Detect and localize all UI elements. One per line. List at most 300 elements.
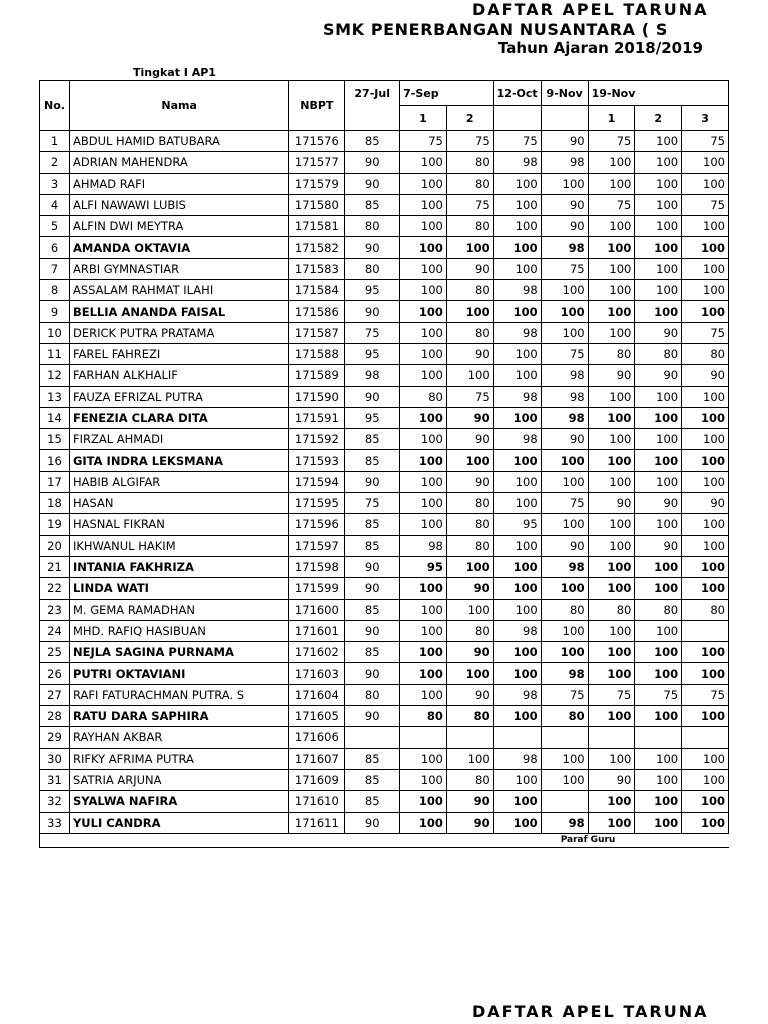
student-name-cell: AHMAD RAFI: [69, 173, 288, 194]
score-cell: 100: [541, 578, 588, 599]
row-number-cell: 20: [40, 535, 70, 556]
score-cell: 100: [635, 812, 682, 833]
score-cell: 80: [588, 599, 635, 620]
row-number-cell: 17: [40, 471, 70, 492]
score-cell: 100: [493, 301, 541, 322]
score-cell: 95: [345, 343, 400, 364]
score-cell: 100: [635, 791, 682, 812]
nbpt-cell: 171604: [289, 684, 345, 705]
student-name-cell: FARHAN ALKHALIF: [69, 365, 288, 386]
score-cell: 75: [345, 322, 400, 343]
score-cell: 80: [446, 620, 493, 641]
score-cell: 100: [541, 280, 588, 301]
score-cell: 100: [493, 493, 541, 514]
table-row: [40, 322, 729, 343]
score-cell: 95: [345, 407, 400, 428]
nbpt-cell: 171602: [289, 642, 345, 663]
score-cell: 80: [541, 706, 588, 727]
score-cell: 98: [400, 535, 447, 556]
table-row: [40, 706, 729, 727]
score-cell: 100: [682, 152, 729, 173]
score-cell: 100: [588, 258, 635, 279]
score-cell: 75: [446, 131, 493, 152]
score-cell: 100: [400, 216, 447, 237]
score-cell: 98: [493, 684, 541, 705]
score-cell: 100: [400, 301, 447, 322]
score-cell: 100: [682, 514, 729, 535]
table-row: [40, 663, 729, 684]
score-cell: 100: [400, 280, 447, 301]
score-cell: 98: [541, 237, 588, 258]
score-cell: 100: [588, 407, 635, 428]
score-cell: 100: [682, 578, 729, 599]
score-cell: 90: [541, 535, 588, 556]
score-cell: 80: [541, 599, 588, 620]
row-number-cell: 7: [40, 258, 70, 279]
student-name-cell: ASSALAM RAHMAT ILAHI: [69, 280, 288, 301]
row-number-cell: 9: [40, 301, 70, 322]
table-row: [40, 514, 729, 535]
score-cell: 90: [541, 131, 588, 152]
score-cell: 90: [345, 578, 400, 599]
score-cell: 98: [493, 386, 541, 407]
col-subheader-oct: [493, 106, 541, 131]
col-subheader-nov-3: 3: [682, 106, 729, 131]
score-cell: 85: [345, 748, 400, 769]
row-number-cell: 11: [40, 343, 70, 364]
score-cell: 100: [682, 706, 729, 727]
score-cell: 90: [635, 535, 682, 556]
score-cell: 75: [588, 684, 635, 705]
score-cell: 80: [446, 173, 493, 194]
student-name-cell: RATU DARA SAPHIRA: [69, 706, 288, 727]
score-cell: 80: [446, 706, 493, 727]
nbpt-cell: 171611: [289, 812, 345, 833]
score-cell: 100: [400, 748, 447, 769]
student-name-cell: RAYHAN AKBAR: [69, 727, 288, 748]
row-number-cell: 14: [40, 407, 70, 428]
score-cell: 100: [635, 450, 682, 471]
score-cell: 100: [493, 556, 541, 577]
score-cell: 90: [345, 301, 400, 322]
student-name-cell: ARBI GYMNASTIAR: [69, 258, 288, 279]
score-cell: 100: [541, 471, 588, 492]
score-cell: 90: [345, 471, 400, 492]
score-cell: 100: [635, 386, 682, 407]
score-cell: 90: [446, 578, 493, 599]
score-cell: 100: [400, 812, 447, 833]
row-number-cell: 12: [40, 365, 70, 386]
score-cell: 80: [446, 514, 493, 535]
score-cell: 100: [400, 258, 447, 279]
score-cell: 90: [541, 194, 588, 215]
nbpt-cell: 171596: [289, 514, 345, 535]
score-cell: 80: [446, 493, 493, 514]
student-name-cell: ADRIAN MAHENDRA: [69, 152, 288, 173]
table-row: [40, 216, 729, 237]
score-cell: 100: [493, 237, 541, 258]
student-name-cell: IKHWANUL HAKIM: [69, 535, 288, 556]
score-cell: 100: [635, 131, 682, 152]
score-cell: [400, 727, 447, 748]
score-cell: 100: [400, 514, 447, 535]
score-cell: 100: [400, 237, 447, 258]
nbpt-cell: 171595: [289, 493, 345, 514]
score-cell: 100: [400, 578, 447, 599]
table-row: [40, 429, 729, 450]
score-cell: [682, 727, 729, 748]
score-cell: 100: [682, 407, 729, 428]
nbpt-cell: 171594: [289, 471, 345, 492]
student-name-cell: FENEZIA CLARA DITA: [69, 407, 288, 428]
score-cell: 75: [541, 684, 588, 705]
score-cell: 100: [635, 578, 682, 599]
score-cell: 80: [446, 322, 493, 343]
score-cell: 100: [493, 173, 541, 194]
score-cell: 100: [682, 173, 729, 194]
score-cell: 100: [588, 812, 635, 833]
score-cell: 100: [682, 812, 729, 833]
row-number-cell: 22: [40, 578, 70, 599]
score-cell: 100: [541, 769, 588, 790]
nbpt-cell: 171609: [289, 769, 345, 790]
score-cell: 75: [635, 684, 682, 705]
score-cell: 90: [635, 493, 682, 514]
score-cell: 90: [635, 365, 682, 386]
nbpt-cell: 171607: [289, 748, 345, 769]
nbpt-cell: 171582: [289, 237, 345, 258]
table-row: [40, 812, 729, 833]
table-row: [40, 365, 729, 386]
score-cell: 100: [588, 301, 635, 322]
score-cell: 100: [493, 216, 541, 237]
row-number-cell: 25: [40, 642, 70, 663]
score-cell: 100: [588, 216, 635, 237]
table-row: [40, 791, 729, 812]
table-row: [40, 237, 729, 258]
score-cell: 100: [588, 620, 635, 641]
table-row: [40, 684, 729, 705]
score-cell: 100: [635, 429, 682, 450]
score-cell: 90: [635, 322, 682, 343]
row-number-cell: 26: [40, 663, 70, 684]
table-row: [40, 280, 729, 301]
nbpt-cell: 171592: [289, 429, 345, 450]
nbpt-cell: 171600: [289, 599, 345, 620]
score-cell: 100: [493, 450, 541, 471]
score-cell: 98: [345, 365, 400, 386]
score-cell: 98: [541, 663, 588, 684]
score-cell: 98: [541, 407, 588, 428]
score-cell: 100: [588, 535, 635, 556]
score-cell: 75: [541, 493, 588, 514]
table-row: [40, 748, 729, 769]
score-cell: 90: [446, 471, 493, 492]
score-cell: 85: [345, 450, 400, 471]
col-header-19-nov: 19-Nov: [588, 81, 728, 106]
score-cell: 90: [345, 812, 400, 833]
nbpt-cell: 171577: [289, 152, 345, 173]
nbpt-cell: 171580: [289, 194, 345, 215]
row-number-cell: 29: [40, 727, 70, 748]
table-row: [40, 642, 729, 663]
score-cell: 80: [446, 280, 493, 301]
score-cell: 90: [446, 812, 493, 833]
score-cell: 95: [345, 280, 400, 301]
score-cell: 90: [345, 386, 400, 407]
score-cell: 100: [635, 663, 682, 684]
score-cell: 100: [493, 258, 541, 279]
score-cell: 75: [400, 131, 447, 152]
row-number-cell: 32: [40, 791, 70, 812]
score-cell: [446, 727, 493, 748]
score-cell: 100: [541, 642, 588, 663]
score-cell: 80: [682, 343, 729, 364]
student-name-cell: FIRZAL AHMADI: [69, 429, 288, 450]
score-cell: 100: [588, 663, 635, 684]
score-cell: 100: [493, 535, 541, 556]
score-cell: 100: [635, 556, 682, 577]
score-cell: 100: [682, 216, 729, 237]
score-cell: [635, 727, 682, 748]
score-cell: 100: [493, 812, 541, 833]
score-cell: 100: [541, 301, 588, 322]
table-row: [40, 620, 729, 641]
row-number-cell: 31: [40, 769, 70, 790]
score-cell: 100: [541, 620, 588, 641]
col-subheader-sep-1: 1: [400, 106, 447, 131]
score-cell: 100: [588, 173, 635, 194]
row-number-cell: 18: [40, 493, 70, 514]
score-cell: 100: [493, 365, 541, 386]
table-row: [40, 599, 729, 620]
student-name-cell: FAUZA EFRIZAL PUTRA: [69, 386, 288, 407]
nbpt-cell: 171591: [289, 407, 345, 428]
col-header-12-oct: 12-Oct: [493, 81, 541, 106]
score-cell: 75: [588, 194, 635, 215]
score-cell: 100: [588, 450, 635, 471]
score-cell: 100: [400, 407, 447, 428]
score-cell: 98: [493, 620, 541, 641]
nbpt-cell: 171590: [289, 386, 345, 407]
score-cell: 100: [493, 343, 541, 364]
score-cell: 90: [446, 258, 493, 279]
score-cell: 90: [345, 706, 400, 727]
score-cell: 100: [400, 599, 447, 620]
table-row: [40, 535, 729, 556]
nbpt-cell: 171606: [289, 727, 345, 748]
score-cell: 80: [446, 535, 493, 556]
score-cell: 100: [682, 748, 729, 769]
score-cell: [682, 620, 729, 641]
academic-year: Tahun Ajaran 2018/2019: [498, 39, 703, 57]
student-name-cell: AMANDA OKTAVIA: [69, 237, 288, 258]
score-cell: 95: [400, 556, 447, 577]
score-cell: [493, 727, 541, 748]
score-cell: 90: [446, 407, 493, 428]
score-cell: 100: [446, 748, 493, 769]
student-name-cell: HABIB ALGIFAR: [69, 471, 288, 492]
table-row: [40, 386, 729, 407]
score-cell: 100: [588, 429, 635, 450]
score-cell: 80: [345, 216, 400, 237]
table-row: [40, 258, 729, 279]
nbpt-cell: 171579: [289, 173, 345, 194]
score-cell: 90: [541, 216, 588, 237]
student-name-cell: M. GEMA RAMADHAN: [69, 599, 288, 620]
document-title: DAFTAR APEL TARUNA: [472, 0, 709, 19]
score-cell: 100: [635, 216, 682, 237]
score-cell: 75: [446, 386, 493, 407]
score-cell: 100: [635, 407, 682, 428]
student-name-cell: SATRIA ARJUNA: [69, 769, 288, 790]
score-cell: 98: [493, 322, 541, 343]
score-cell: 90: [588, 769, 635, 790]
nbpt-cell: 171610: [289, 791, 345, 812]
score-cell: 98: [493, 429, 541, 450]
score-cell: 100: [588, 471, 635, 492]
col-header-27-jul: 27-Jul: [345, 81, 400, 131]
student-name-cell: DERICK PUTRA PRATAMA: [69, 322, 288, 343]
col-header-7-sep: 7-Sep: [400, 81, 494, 106]
score-cell: 100: [446, 556, 493, 577]
row-number-cell: 23: [40, 599, 70, 620]
score-cell: 85: [345, 514, 400, 535]
row-number-cell: 21: [40, 556, 70, 577]
row-number-cell: 8: [40, 280, 70, 301]
score-cell: 100: [400, 791, 447, 812]
nbpt-cell: 171601: [289, 620, 345, 641]
score-cell: 100: [588, 706, 635, 727]
score-cell: 100: [400, 493, 447, 514]
score-cell: 75: [682, 131, 729, 152]
score-cell: 75: [588, 131, 635, 152]
score-cell: 100: [682, 301, 729, 322]
score-cell: 100: [635, 706, 682, 727]
score-cell: 100: [400, 152, 447, 173]
score-cell: 100: [541, 450, 588, 471]
score-cell: 90: [682, 493, 729, 514]
row-number-cell: 5: [40, 216, 70, 237]
score-cell: 100: [493, 791, 541, 812]
nbpt-cell: 171584: [289, 280, 345, 301]
attendance-table-wrapper: [39, 80, 729, 848]
nbpt-cell: 171593: [289, 450, 345, 471]
row-number-cell: 2: [40, 152, 70, 173]
score-cell: 100: [400, 365, 447, 386]
score-cell: 75: [446, 194, 493, 215]
score-cell: 85: [345, 131, 400, 152]
score-cell: 100: [682, 386, 729, 407]
student-name-cell: GITA INDRA LEKSMANA: [69, 450, 288, 471]
row-number-cell: 3: [40, 173, 70, 194]
student-name-cell: ABDUL HAMID BATUBARA: [69, 131, 288, 152]
score-cell: 90: [682, 365, 729, 386]
row-number-cell: 30: [40, 748, 70, 769]
score-cell: 95: [493, 514, 541, 535]
score-cell: 85: [345, 599, 400, 620]
score-cell: 85: [345, 535, 400, 556]
score-cell: [541, 727, 588, 748]
score-cell: 90: [345, 152, 400, 173]
score-cell: 85: [345, 642, 400, 663]
table-row: [40, 493, 729, 514]
score-cell: 75: [682, 322, 729, 343]
nbpt-cell: 171597: [289, 535, 345, 556]
score-cell: 100: [635, 620, 682, 641]
school-name: SMK PENERBANGAN NUSANTARA ( S: [323, 20, 668, 39]
score-cell: 90: [345, 556, 400, 577]
score-cell: 100: [493, 706, 541, 727]
footer-row: [40, 833, 729, 847]
score-cell: 100: [446, 365, 493, 386]
score-cell: 100: [493, 471, 541, 492]
nbpt-cell: 171603: [289, 663, 345, 684]
score-cell: 100: [541, 514, 588, 535]
row-number-cell: 13: [40, 386, 70, 407]
score-cell: 100: [682, 769, 729, 790]
table-row: [40, 301, 729, 322]
score-cell: 100: [635, 769, 682, 790]
score-cell: 100: [541, 748, 588, 769]
score-cell: 100: [400, 450, 447, 471]
score-cell: 100: [446, 663, 493, 684]
student-name-cell: LINDA WATI: [69, 578, 288, 599]
score-cell: 98: [541, 386, 588, 407]
student-name-cell: ALFI NAWAWI LUBIS: [69, 194, 288, 215]
score-cell: 100: [635, 173, 682, 194]
score-cell: 90: [345, 237, 400, 258]
table-row: [40, 194, 729, 215]
score-cell: 100: [682, 450, 729, 471]
score-cell: 100: [635, 642, 682, 663]
score-cell: 100: [493, 642, 541, 663]
student-name-cell: RIFKY AFRIMA PUTRA: [69, 748, 288, 769]
score-cell: 100: [541, 173, 588, 194]
row-number-cell: 24: [40, 620, 70, 641]
score-cell: 75: [493, 131, 541, 152]
score-cell: 100: [588, 791, 635, 812]
col-subheader-nov9: [541, 106, 588, 131]
table-row: [40, 173, 729, 194]
student-name-cell: MHD. RAFIQ HASIBUAN: [69, 620, 288, 641]
table-row: [40, 556, 729, 577]
score-cell: 100: [682, 663, 729, 684]
score-cell: 100: [635, 471, 682, 492]
score-cell: 100: [635, 258, 682, 279]
score-cell: 90: [446, 684, 493, 705]
table-row: [40, 343, 729, 364]
score-cell: 100: [400, 173, 447, 194]
score-cell: 80: [345, 684, 400, 705]
score-cell: 90: [345, 620, 400, 641]
nbpt-cell: 171589: [289, 365, 345, 386]
student-name-cell: INTANIA FAKHRIZA: [69, 556, 288, 577]
score-cell: 85: [345, 769, 400, 790]
score-cell: 100: [682, 237, 729, 258]
score-cell: 75: [541, 258, 588, 279]
score-cell: 90: [446, 791, 493, 812]
score-cell: 85: [345, 429, 400, 450]
score-cell: 100: [682, 471, 729, 492]
score-cell: 100: [493, 194, 541, 215]
student-name-cell: NEJLA SAGINA PURNAMA: [69, 642, 288, 663]
nbpt-cell: 171598: [289, 556, 345, 577]
score-cell: 90: [541, 429, 588, 450]
score-cell: 100: [400, 194, 447, 215]
table-row: [40, 727, 729, 748]
nbpt-cell: 171583: [289, 258, 345, 279]
